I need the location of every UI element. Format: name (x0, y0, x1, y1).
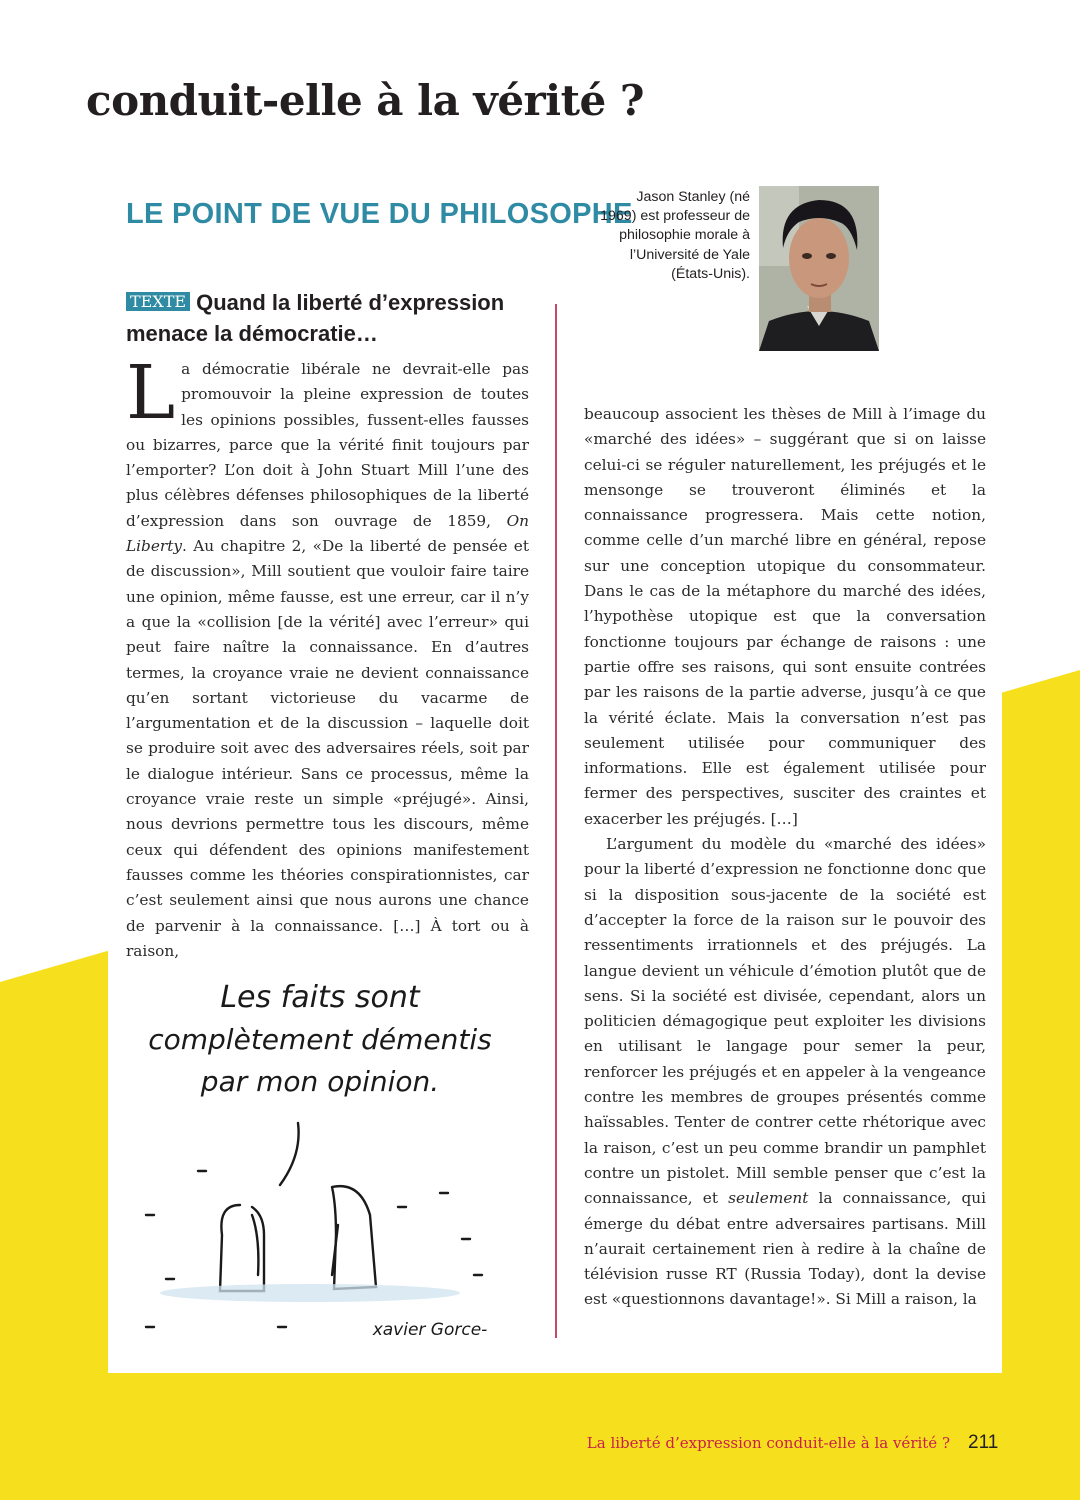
right-paragraph-2-start: L’argument du modèle du «marché des idées» pour la liberté d’expression ne fonctionne donc que si la disposition sous-jacente de la société est d’accepter la force de la raison sur le pouvoir des ressentiments irrationnels et des préjugés. La langue devient un véhicule d’émotion plutôt que de sens. Si la société est divisée, cependant, alors un politicien démagogique peut exploiter les divisions en utilisant le langage pour semer la peur, renforcer les préjugés et en appeler à la vengeance contre les membres de groupes présentés comme haïssables. Tenter de contrer cette rhétorique avec la raison, c’est un peu comme brandir un pamphlet contre un pistolet. Mill semble penser que c’est la connaissance, et (584, 835, 986, 1208)
footer-running-title: La liberté d’expression conduit-elle à la vérité ? (586, 1434, 950, 1452)
author-photo (759, 186, 879, 351)
cartoon-line-1: Les faits sont (220, 980, 420, 1015)
text-title (126, 288, 526, 348)
left-paragraph (126, 350, 529, 964)
page-number: 211 (968, 1432, 999, 1453)
left-paragraph-end: . Au chapitre 2, «De la liberté de pensée et de discussion», Mill soutient que vouloir faire taire une opinion, même fausse, est une erreur, car il n’y a que la «collision [de la vérité] avec l’erreur» qui peut faire naître la connaissance. En d’autres termes, la croyance vraie ne devient connaissance qu’en sortant victorieuse du vacarme de l’argumentation et de la discussion – laquelle doit se produire soit avec des adversaires réels, soit par le dialogue intérieur. Sans ce processus, même la croyance vraie reste un simple «préjugé». Ainsi, nous devrions permettre tous les discours, même ceux qui défendent des opinions manifestement fausses comme les théories conspirationnistes, car c’est seulement ainsi que nous aurons une chance de parvenir à la connaissance. […] À tort ou à raison, (126, 537, 529, 960)
cartoon (140, 975, 540, 1345)
ice-floe (160, 1284, 460, 1302)
cartoon-line-2: complètement démentis (148, 1023, 492, 1056)
left-column (126, 350, 529, 964)
page-title: conduit-elle à la vérité ? (86, 76, 644, 125)
right-paragraph-1: beaucoup associent les thèses de Mill à l’image du «marché des idées» – suggérant que si on laisse celui-ci se réguler naturellement, les préjugés et le mensonge se trouveront éliminés et la connaissance progressera. Mais cette notion, comme celle d’un marché libre en général, repose sur une conception utopique du consommateur. Dans le cas de la métaphore du marché des idées, l’hypothèse utopique est que la conversation fonctionne toujours par échange de raisons : une partie offre ses raisons, qui sont ensuite contrées par les raisons de la partie adverse, jusqu’à ce que la vérité éclate. Mais la conversation n’est pas seulement utilisée pour communiquer des informations. Elle est également utilisée pour fermer des perspectives, susciter des craintes et exacerber les préjugés. […] (584, 405, 986, 828)
emphasis-seulement: seulement (728, 1189, 809, 1208)
cartoon-line-3: par mon opinion. (200, 1065, 440, 1098)
column-divider (555, 304, 557, 1338)
snowflakes (146, 1171, 482, 1327)
author-bio: Jason Stanley (né 1969) est professeur de philosophie morale à l’Université de Yale (États-Unis). (600, 189, 750, 282)
right-column (584, 402, 986, 1313)
book-title: On Liberty (126, 511, 529, 556)
dropcap: L (126, 350, 176, 436)
right-paragraph-2-end: la connaissance, qui émerge du débat entre adversaires partisans. Mill n’aurait certainement rien à redire à la chaîne de télévision russe RT (Russia Today), dont la devise est «questionnons davantage!». Si Mill a raison, la (584, 1189, 986, 1309)
section-heading: LE POINT DE VUE DU PHILOSOPHE (126, 198, 633, 230)
penguin-drawing (220, 1123, 376, 1291)
text-badge: TEXTE (126, 292, 190, 311)
text-title-label: Quand la liberté d’expression menace la démocratie… (126, 290, 505, 346)
cartoon-signature: xavier Gorce- (372, 1320, 488, 1340)
right-paragraph-2 (584, 832, 986, 1313)
left-paragraph-text: a démocratie libérale ne devrait-elle pas promouvoir la pleine expression de toutes les opinions possibles, fussent-elles fausses ou bizarres, parce que la vérité finit toujours par l’emporter? L’on doit à John Stuart Mill l’une des plus célèbres défenses philosophiques de la liberté d’expression dans son ouvrage de 1859, (126, 360, 529, 530)
